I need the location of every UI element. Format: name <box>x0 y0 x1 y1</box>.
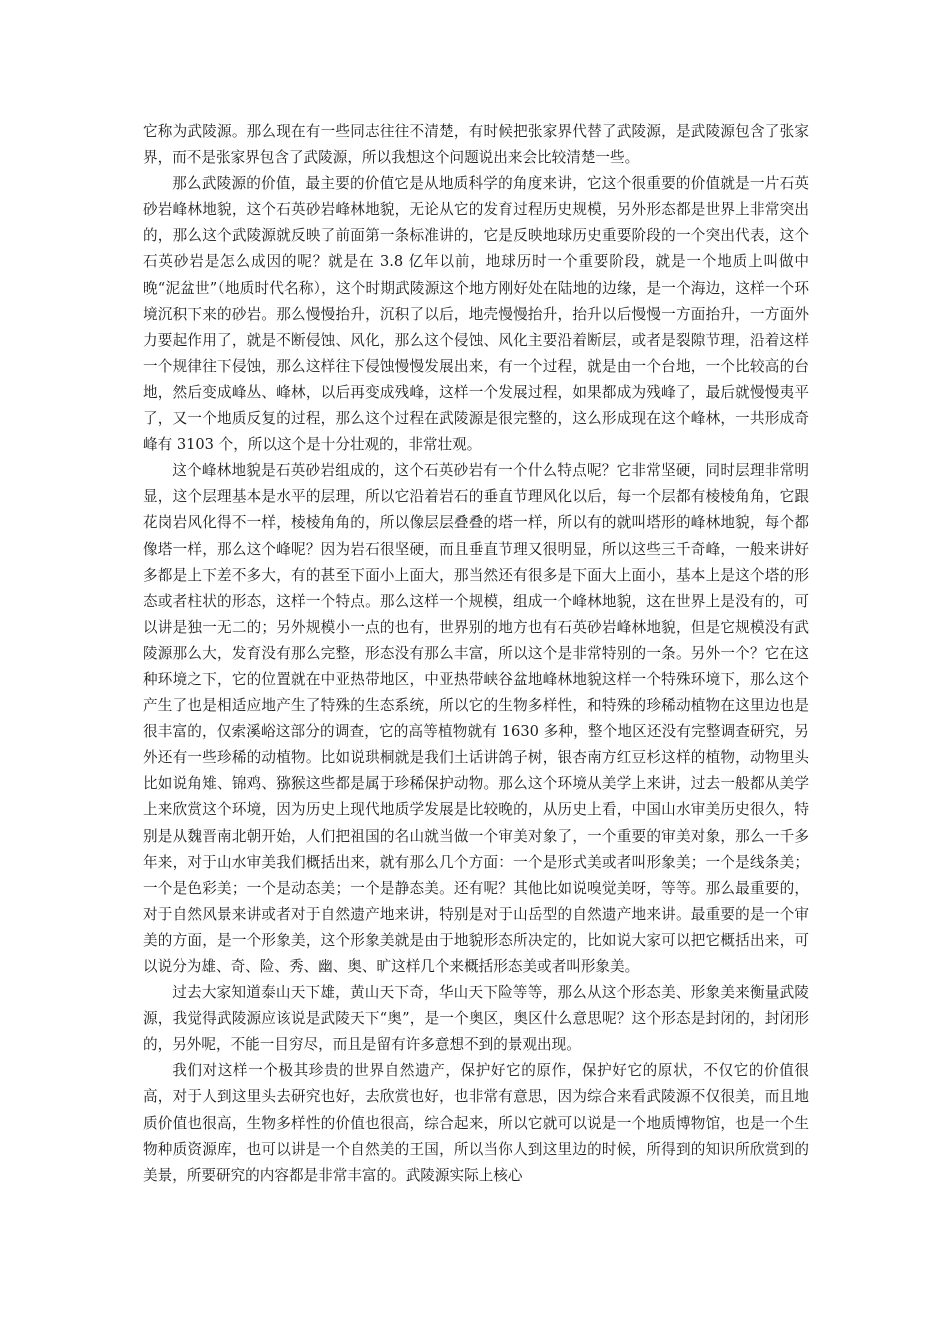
paragraph-5: 我们对这样一个极其珍贵的世界自然遗产，保护好它的原作，保护好它的原状，不仅它的价值很高，对于人到这里头去研究也好，去欣赏也好，也非常有意思，因为综合来看武陵源不仅很美，而且地质价值也很高，生物多样性的价值也很高，综合起来，所以它就可以说是一个地质博物馆，也是一个生物种质资源库，也可以讲是一个自然美的王国，所以当你人到这里边的时候，所得到的知识所欣赏到的美景，所要研究的内容都是非常丰富的。武陵源实际上核心 <box>143 1062 809 1184</box>
document-body <box>143 119 809 1189</box>
paragraph-1: 它称为武陵源。那么现在有一些同志往往不清楚，有时候把张家界代替了武陵源，是武陵源包含了张家界，而不是张家界包含了武陵源，所以我想这个问题说出来会比较清楚一些。 <box>143 123 809 167</box>
paragraph-3: 这个峰林地貌是石英砂岩组成的，这个石英砂岩有一个什么特点呢？它非常坚硬，同时层理非常明显，这个层理基本是水平的层理，所以它沿着岩石的垂直节理风化以后，每一个层都有棱棱角角，它跟花岗岩风化得不一样，棱棱角角的，所以像层层叠叠的塔一样，所以有的就叫塔形的峰林地貌，每个都像塔一样，那么这个峰呢？因为岩石很坚硬，而且垂直节理又很明显，所以这些三千奇峰，一般来讲好多都是上下差不多大，有的甚至下面小上面大，那当然还有很多是下面大上面小，基本上是这个塔的形态或者柱状的形态，这样一个特点。那么这样一个规模，组成一个峰林地貌，这在世界上是没有的，可以讲是独一无二的；另外规模小一点的也有，世界别的地方也有石英砂岩峰林地貌，但是它规模没有武陵源那么大，发育没有那么完整，形态没有那么丰富，所以这个是非常特别的一条。另外一个？它在这种环境之下，它的位置就在中亚热带地区，中亚热带峡谷盆地峰林地貌这样一个特殊环境下，那么这个产生了也是相适应地产生了特殊的生态系统，所以它的生物多样性，和特殊的珍稀动植物在这里边也是很丰富的，仅索溪峪这部分的调查，它的高等植物就有 1630 多种，整个地区还没有完整调查研究，另外还有一些珍稀的动植物。比如说珙桐就是我们土话讲鸽子树，银杏南方红豆杉这样的植物，动物里头比如说角雉、锦鸡、猕猴这些都是属于珍稀保护动物。那么这个环境从美学上来讲，过去一般都从美学上来欣赏这个环境，因为历史上现代地质学发展是比较晚的，从历史上看，中国山水审美历史很久，特别是从魏晋南北朝开始，人们把祖国的名山就当做一个审美对象了，一个重要的审美对象，那么一千多年来，对于山水审美我们概括出来，就有那么几个方面：一个是形式美或者叫形象美；一个是线条美；一个是色彩美；一个是动态美；一个是静态美。还有呢？其他比如说嗅觉美呀，等等。那么最重要的，对于自然风景来讲或者对于自然遗产地来讲，特别是对于山岳型的自然遗产地来讲。最重要的是一个审美的方面，是一个形象美，这个形象美就是由于地貌形态所决定的，比如说大家可以把它概括出来，可以说分为雄、奇、险、秀、幽、奥、旷这样几个来概括形态美或者叫形象美。 <box>143 462 809 975</box>
paragraph-2: 那么武陵源的价值，最主要的价值它是从地质科学的角度来讲，它这个很重要的价值就是一片石英砂岩峰林地貌，这个石英砂岩峰林地貌，无论从它的发育过程历史规模，另外形态都是世界上非常突出的，那么这个武陵源就反映了前面第一条标准讲的，它是反映地球历史重要阶段的一个突出代表，这个石英砂岩是怎么成因的呢？就是在 3.8 亿年以前，地球历时一个重要阶段，就是一个地质上叫做中晚“泥盆世”（地质时代名称），这个时期武陵源这个地方刚好处在陆地的边缘，是一个海边，这样一个环境沉积下来的砂岩。那么慢慢抬升，沉积了以后，地壳慢慢抬升，抬升以后慢慢一方面抬升，一方面外力要起作用了，就是不断侵蚀、风化，那么这个侵蚀、风化主要沿着断层，或者是裂隙节理，沿着这样一个规律往下侵蚀，那么这样往下侵蚀慢慢发展出来，有一个过程，就是由一个台地，一个比较高的台地，然后变成峰丛、峰林，以后再变成残峰，这样一个发展过程，如果都成为残峰了，最后就慢慢夷平了，又一个地质反复的过程，那么这个过程在武陵源是很完整的，这么形成现在这个峰林，一共形成奇峰有 3103 个，所以这个是十分壮观的，非常壮观。 <box>143 175 809 454</box>
paragraph-4: 过去大家知道泰山天下雄，黄山天下奇，华山天下险等等，那么从这个形态美、形象美来衡量武陵源，我觉得武陵源应该说是武陵天下“奥”，是一个奥区，奥区什么意思呢？这个形态是封闭的，封闭形的，另外呢，不能一目穷尽，而且是留有许多意想不到的景观出现。 <box>143 984 809 1054</box>
